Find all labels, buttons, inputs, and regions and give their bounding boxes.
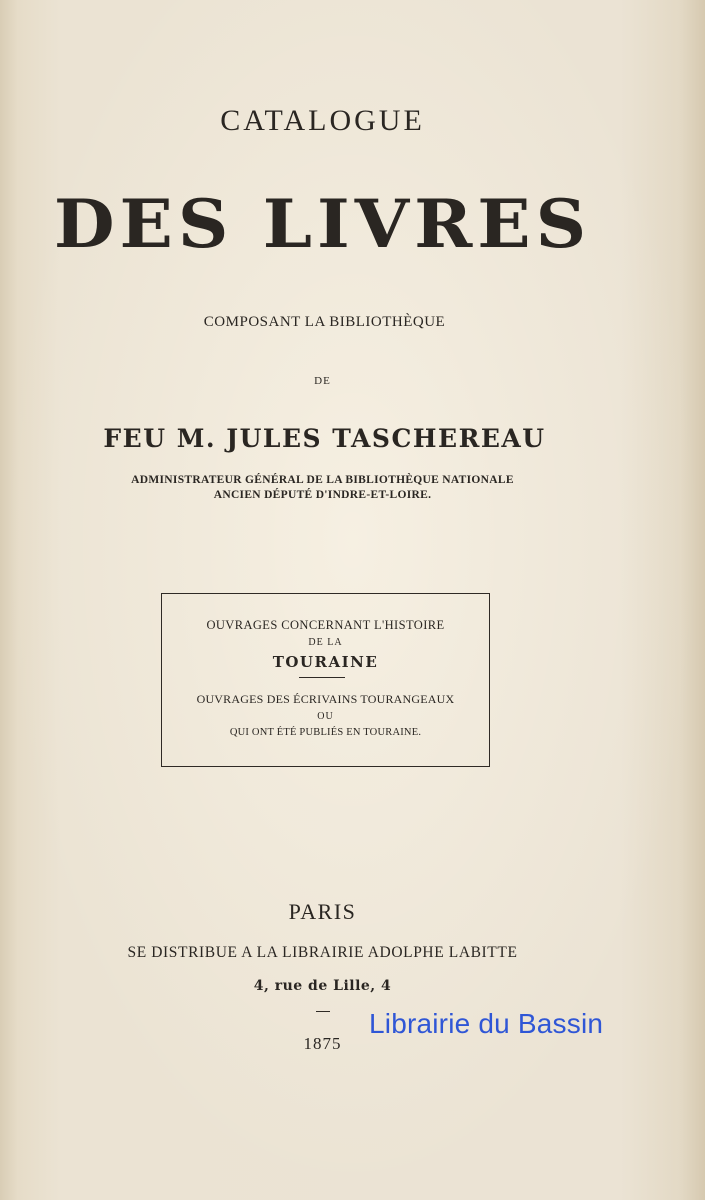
subtitle: COMPOSANT LA BIBLIOTHÈQUE bbox=[203, 314, 446, 330]
catalogue-heading: CATALOGUE bbox=[220, 104, 425, 137]
box-line-published: QUI ONT ÉTÉ PUBLIÉS EN TOURAINE. bbox=[229, 727, 422, 738]
box-line-touraine: TOURAINE bbox=[272, 653, 379, 671]
bookseller-watermark: Librairie du Bassin bbox=[369, 1008, 604, 1039]
author-name: FEU M. JULES TASCHEREAU bbox=[103, 424, 546, 453]
box-divider bbox=[299, 677, 345, 678]
imprint-year: 1875 bbox=[303, 1034, 342, 1053]
main-title: DES LIVRES bbox=[53, 184, 592, 263]
imprint-address: 4, rue de Lille, 4 bbox=[253, 978, 392, 994]
box-line-writers: OUVRAGES DES ÉCRIVAINS TOURANGEAUX bbox=[196, 692, 455, 706]
subtitle-de: DE bbox=[314, 375, 331, 387]
box-line-de-la: DE LA bbox=[308, 637, 343, 648]
imprint-distributor: SE DISTRIBUE A LA LIBRAIRIE ADOLPHE LABITTE bbox=[127, 944, 518, 961]
imprint-city: PARIS bbox=[288, 899, 357, 924]
contents-box bbox=[161, 593, 490, 767]
box-line-history: OUVRAGES CONCERNANT L'HISTOIRE bbox=[206, 618, 445, 632]
author-role-1: ADMINISTRATEUR GÉNÉRAL DE LA BIBLIOTHÈQUE NATIONALE bbox=[131, 474, 514, 486]
imprint-dash bbox=[316, 1011, 330, 1012]
box-line-ou: OU bbox=[317, 711, 334, 722]
author-role-2: ANCIEN DÉPUTÉ D'INDRE-ET-LOIRE. bbox=[213, 489, 432, 501]
